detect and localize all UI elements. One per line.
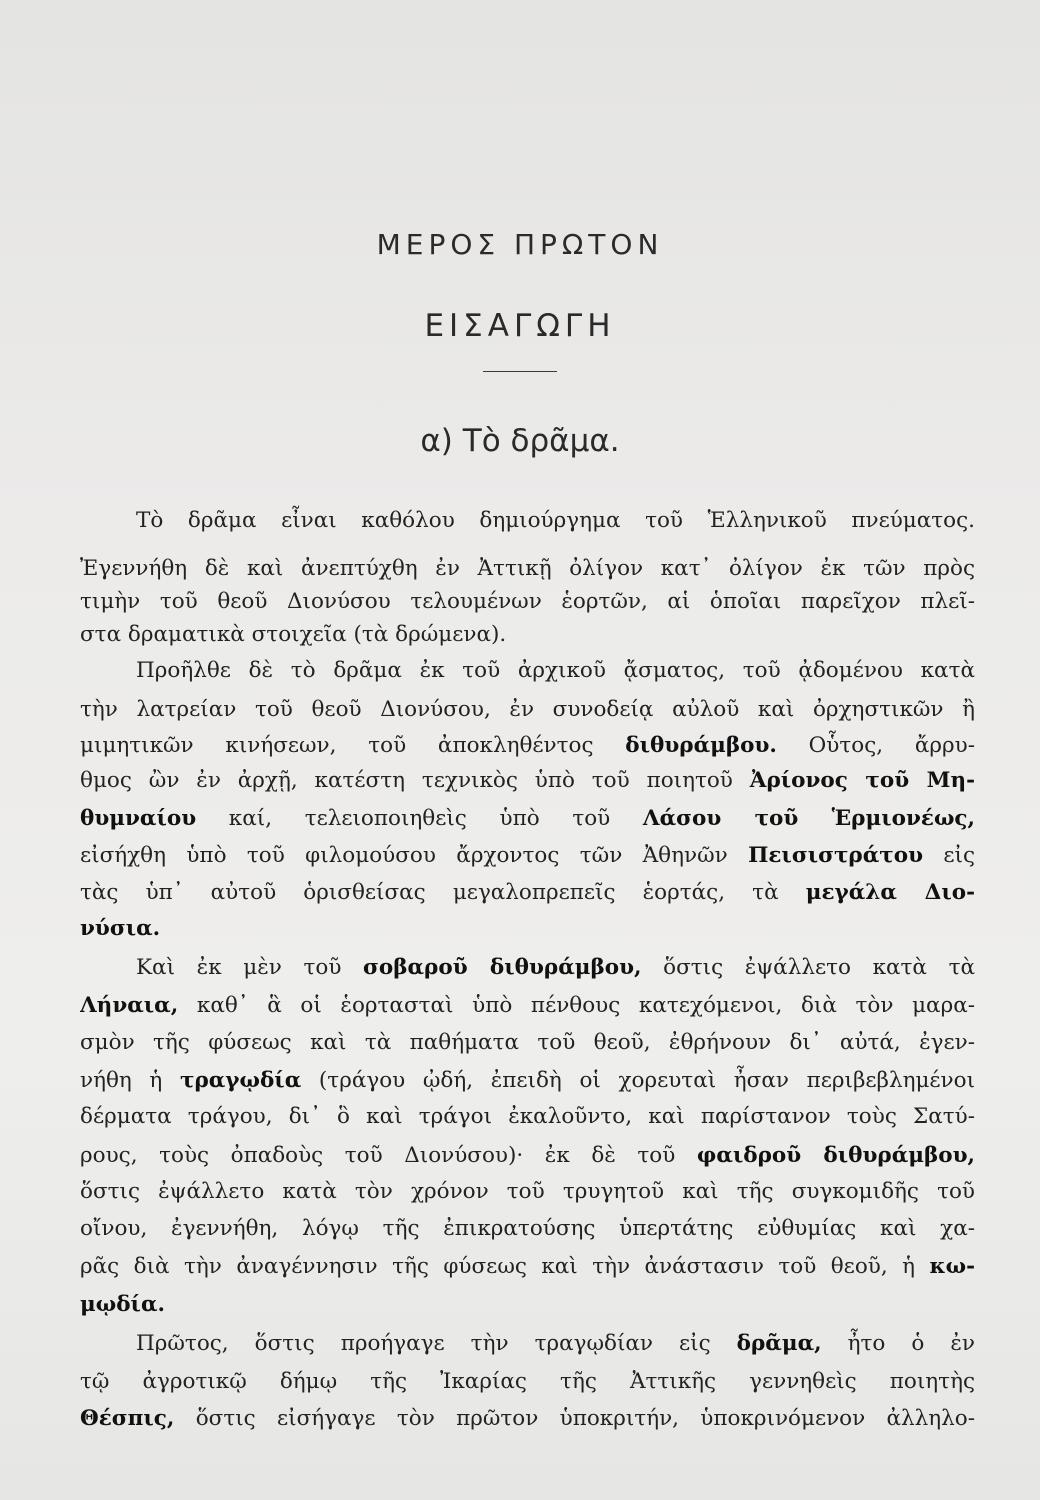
bold-term: Πεισιστράτου — [748, 843, 923, 868]
text-line: Πρῶτος, ὅστις προήγαγε τὴν τραγῳδίαν εἰς δρᾶμα, ἦτο ὁ ἐν — [136, 1331, 975, 1356]
bold-term: Λήναια, — [80, 993, 179, 1018]
bold-term: σοβαροῦ διθυράμβου, — [363, 955, 642, 980]
bold-term: μεγάλα Διο- — [805, 880, 975, 905]
text-line: Τὸ δρᾶμα εἶναι καθόλου δημιούργημα τοῦ Ἑλληνικοῦ πνεύματος. — [136, 508, 975, 533]
bold-term: κω- — [929, 1254, 975, 1279]
chapter-title: ΕΙΣΑΓΩΓΗ — [424, 308, 616, 344]
bold-term: θυμναίου — [80, 806, 197, 831]
text-line: σμὸν τῆς φύσεως καὶ τὰ παθήματα τοῦ θεοῦ, ἐθρήνουν δι᾽ αὐτά, ἐγεν- — [80, 1030, 975, 1055]
text-line: θυμναίου καί, τελειοποιηθεὶς ὑπὸ τοῦ Λάσου τοῦ Ἑρμιονέως, — [80, 806, 975, 831]
bold-term: φαιδροῦ διθυράμβου, — [696, 1143, 975, 1168]
text-line: ρᾶς διὰ τὴν ἀναγέννησιν τῆς φύσεως καὶ τὴν ἀνάστασιν τοῦ θεοῦ, ἡ κω- — [80, 1254, 975, 1279]
bold-term: τραγῳδία — [179, 1068, 302, 1093]
text-line: εἰσήχθη ὑπὸ τοῦ φιλομούσου ἄρχοντος τῶν Ἀθηνῶν Πεισιστράτου εἰς — [80, 843, 975, 868]
text-line — [80, 1289, 975, 1321]
text-line: μιμητικῶν κινήσεων, τοῦ ἀποκληθέντος διθυράμβου. Οὗτος, ἄρρυ- — [80, 733, 975, 758]
text-line: νήθη ἡ τραγῳδία (τράγου ᾠδή, ἐπειδὴ οἱ χορευταὶ ἦσαν περιβεβλημένοι — [80, 1068, 975, 1093]
text-line: Λήναια, καθ᾽ ἃ οἱ ἑορτασταὶ ὑπὸ πένθους κατεχόμενοι, διὰ τὸν μαρα- — [80, 993, 975, 1018]
part-title: ΜΕΡΟΣ ΠΡΩΤΟΝ — [376, 228, 664, 261]
text-line: τὴν λατρείαν τοῦ θεοῦ Διονύσου, ἐν συνοδείᾳ αὐλοῦ καὶ ὀρχηστικῶν ἢ — [80, 697, 975, 722]
bold-term: δρᾶμα, — [736, 1331, 822, 1356]
bold-term: Θέσπις, — [80, 1406, 175, 1431]
bold-term: μῳδία. — [80, 1292, 165, 1317]
text-line — [80, 913, 975, 945]
text-line: τὰς ὑπ᾽ αὐτοῦ ὁρισθείσας μεγαλοπρεπεῖς ἑορτάς, τὰ μεγάλα Διο- — [80, 880, 975, 905]
text-line: τιμὴν τοῦ θεοῦ Διονύσου τελουμένων ἑορτῶν, αἱ ὁποῖαι παρεῖχον πλεῖ- — [80, 589, 975, 614]
bold-term: διθυράμβου. — [625, 733, 777, 758]
text-line: ρους, τοὺς ὀπαδοὺς τοῦ Διονύσου)· ἐκ δὲ τοῦ φαιδροῦ διθυράμβου, — [80, 1143, 975, 1168]
text-line: οἴνου, ἐγεννήθη, λόγῳ τῆς ἐπικρατούσης ὑπερτάτης εὐθυμίας καὶ χα- — [80, 1216, 975, 1241]
bold-term: Λάσου τοῦ Ἑρμιονέως, — [642, 806, 975, 831]
text-line: ὅστις ἐψάλλετο κατὰ τὸν χρόνον τοῦ τρυγητοῦ καὶ τῆς συγκομιδῆς τοῦ — [80, 1179, 975, 1204]
text-line: θμος ὢν ἐν ἀρχῇ, κατέστη τεχνικὸς ὑπὸ τοῦ ποιητοῦ Ἀρίονος τοῦ Μη- — [80, 768, 975, 793]
section-title: α) Τὸ δρᾶμα. — [420, 423, 620, 459]
text-line: δέρματα τράγου, δι᾽ ὃ καὶ τράγοι ἐκαλοῦντο, καὶ παρίστανον τοὺς Σατύ- — [80, 1104, 975, 1129]
text-line: Καὶ ἐκ μὲν τοῦ σοβαροῦ διθυράμβου, ὅστις ἐψάλλετο κατὰ τὰ — [136, 955, 975, 980]
text-line: στα δραματικὰ στοιχεῖα (τὰ δρώμενα). — [80, 622, 507, 647]
text-line: τῷ ἀγροτικῷ δήμῳ τῆς Ἰκαρίας τῆς Ἀττικῆς γεννηθεὶς ποιητὴς — [80, 1369, 975, 1394]
title-divider — [483, 371, 557, 372]
text-line: Θέσπις, ὅστις εἰσήγαγε τὸν πρῶτον ὑποκριτήν, ὑποκρινόμενον ἀλληλο- — [80, 1406, 975, 1431]
text-line: Ἐγεννήθη δὲ καὶ ἀνεπτύχθη ἐν Ἀττικῇ ὀλίγον κατ᾽ ὀλίγον ἐκ τῶν πρὸς — [80, 556, 975, 581]
bold-term: νύσια. — [80, 916, 161, 941]
bold-term: Ἀρίονος τοῦ Μη- — [749, 768, 975, 793]
text-line: Προῆλθε δὲ τὸ δρᾶμα ἐκ τοῦ ἀρχικοῦ ᾄσματος, τοῦ ᾀδομένου κατὰ — [136, 658, 975, 683]
